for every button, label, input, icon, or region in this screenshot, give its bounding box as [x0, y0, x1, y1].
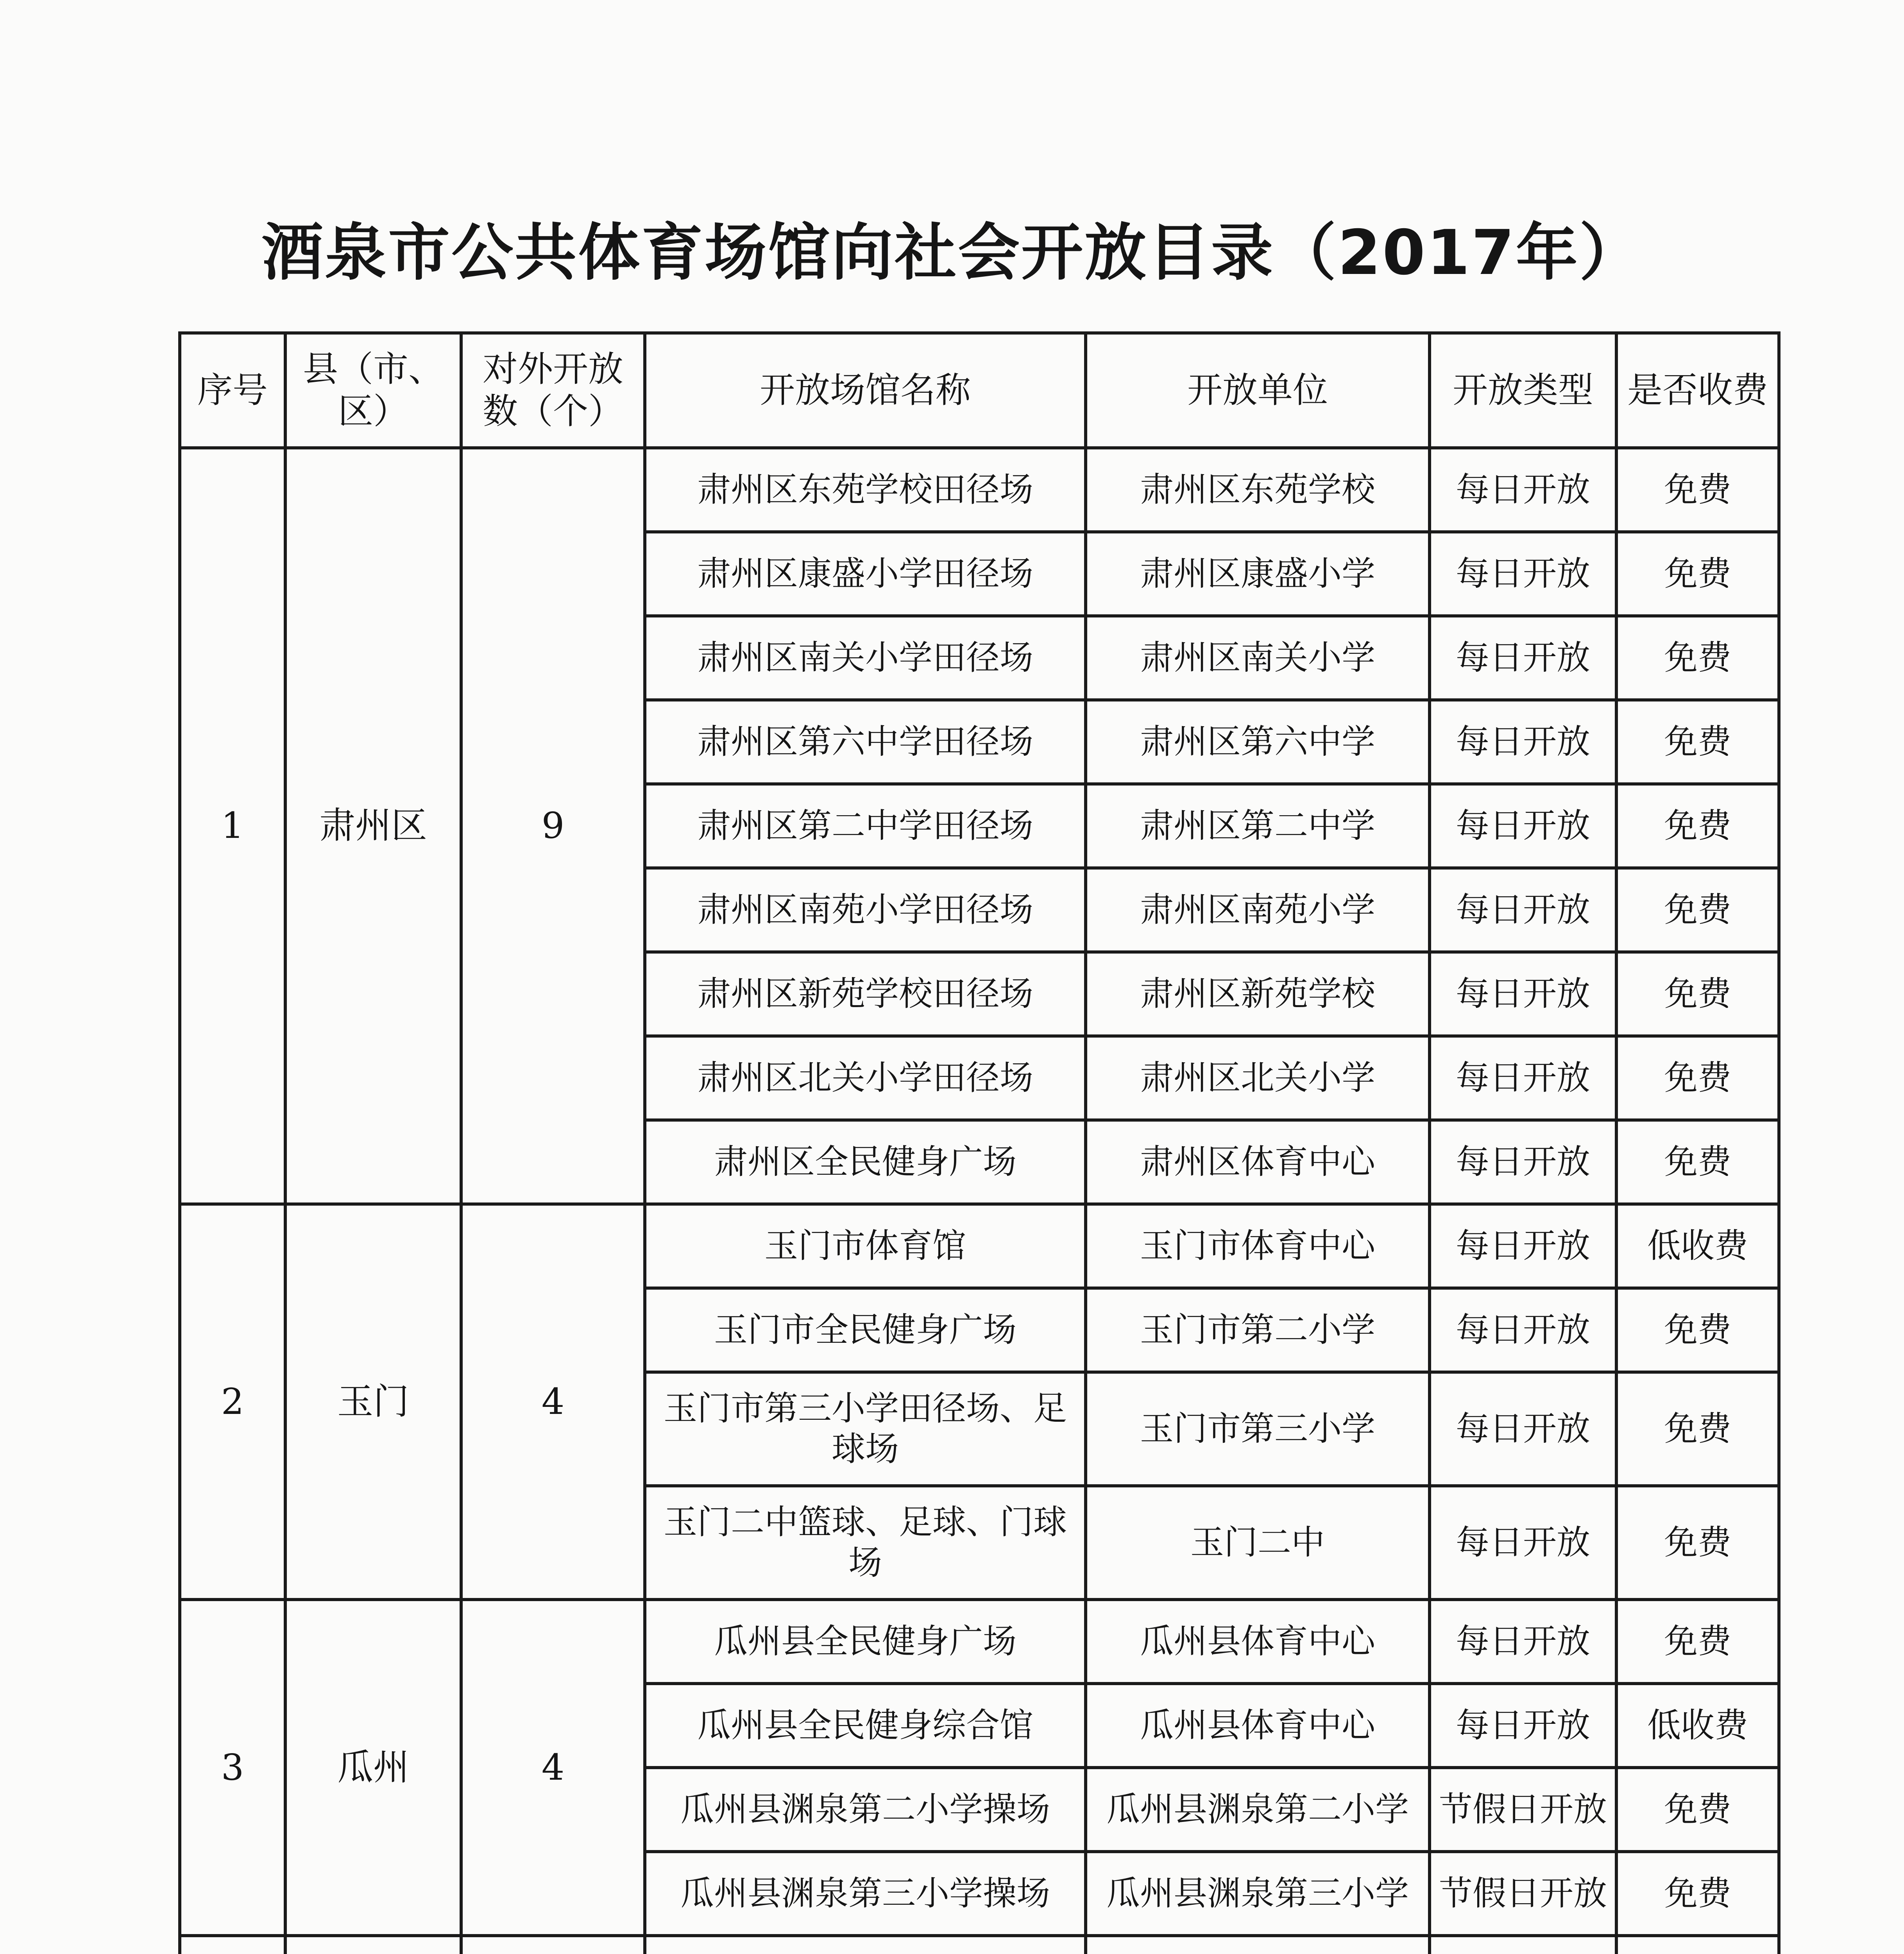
- open-type: 每日开放: [1430, 952, 1616, 1036]
- open-unit: [1086, 1936, 1430, 1954]
- open-type: 每日开放: [1430, 1684, 1616, 1768]
- venue-name: 瓜州县全民健身综合馆: [645, 1684, 1086, 1768]
- open-unit: 玉门市体育中心: [1086, 1204, 1430, 1288]
- open-type: 节假日开放: [1430, 1768, 1616, 1852]
- venue-name: 瓜州县渊泉第三小学操场: [645, 1852, 1086, 1936]
- fee-status: 免费: [1616, 952, 1779, 1036]
- header-county: 县（市、区）: [285, 333, 461, 448]
- venue-name: 肃州区南苑小学田径场: [645, 868, 1086, 952]
- fee-status: 免费: [1616, 1036, 1779, 1120]
- page-title: 酒泉市公共体育场馆向社会开放目录（2017年）: [261, 217, 1643, 289]
- fee-status: 免费: [1616, 1852, 1779, 1936]
- open-type: 每日开放: [1430, 868, 1616, 952]
- venue-name: 肃州区南关小学田径场: [645, 616, 1086, 700]
- row-seq: [180, 1936, 285, 1954]
- open-unit: 肃州区南关小学: [1086, 616, 1430, 700]
- header-row: [180, 333, 1779, 448]
- open-unit: 肃州区第六中学: [1086, 700, 1430, 784]
- open-unit: 肃州区体育中心: [1086, 1120, 1430, 1204]
- fee-status: 免费: [1616, 1768, 1779, 1852]
- header-fee: 是否收费: [1616, 333, 1779, 448]
- fee-status: 低收费: [1616, 1204, 1779, 1288]
- fee-status: 免费: [1616, 700, 1779, 784]
- venue-name: 玉门市全民健身广场: [645, 1288, 1086, 1372]
- table-body: [180, 448, 1779, 1954]
- venue-name: 肃州区北关小学田径场: [645, 1036, 1086, 1120]
- open-unit: 瓜州县体育中心: [1086, 1600, 1430, 1684]
- fee-status: 免费: [1616, 784, 1779, 868]
- open-unit: 瓜州县渊泉第二小学: [1086, 1768, 1430, 1852]
- row-count: [461, 1936, 645, 1954]
- open-unit: 瓜州县体育中心: [1086, 1684, 1430, 1768]
- row-count: 4: [461, 1600, 645, 1936]
- venue-name: 肃州区康盛小学田径场: [645, 532, 1086, 616]
- row-seq: 3: [180, 1600, 285, 1936]
- open-type: 每日开放: [1430, 532, 1616, 616]
- open-unit: 肃州区新苑学校: [1086, 952, 1430, 1036]
- open-type: 每日开放: [1430, 1288, 1616, 1372]
- open-unit: 瓜州县渊泉第三小学: [1086, 1852, 1430, 1936]
- open-type: 每日开放: [1430, 1204, 1616, 1288]
- table-row: [180, 1600, 1779, 1684]
- venue-directory-table: [178, 331, 1781, 1954]
- table-row: [180, 448, 1779, 532]
- fee-status: 低收费: [1616, 1684, 1779, 1768]
- open-type: 每日开放: [1430, 1486, 1616, 1600]
- open-type: 每日开放: [1430, 700, 1616, 784]
- venue-name: 瓜州县渊泉第二小学操场: [645, 1768, 1086, 1852]
- open-type: 每日开放: [1430, 1120, 1616, 1204]
- open-unit: 肃州区第二中学: [1086, 784, 1430, 868]
- open-type: 每日开放: [1430, 448, 1616, 532]
- open-unit: 肃州区南苑小学: [1086, 868, 1430, 952]
- fee-status: 免费: [1616, 868, 1779, 952]
- venue-name: 玉门二中篮球、足球、门球场: [645, 1486, 1086, 1600]
- fee-status: 免费: [1616, 616, 1779, 700]
- venue-name: 肃州区全民健身广场: [645, 1120, 1086, 1204]
- row-county: [285, 1936, 461, 1954]
- row-seq: 2: [180, 1204, 285, 1600]
- row-count: 9: [461, 448, 645, 1204]
- open-unit: 玉门市第三小学: [1086, 1372, 1430, 1486]
- fee-status: 免费: [1616, 1600, 1779, 1684]
- header-type: 开放类型: [1430, 333, 1616, 448]
- open-type: [1430, 1936, 1616, 1954]
- header-venue: 开放场馆名称: [645, 333, 1086, 448]
- row-county: 肃州区: [285, 448, 461, 1204]
- open-type: 每日开放: [1430, 1600, 1616, 1684]
- fee-status: 免费: [1616, 1120, 1779, 1204]
- fee-status: 免费: [1616, 1372, 1779, 1486]
- open-unit: 玉门市第二小学: [1086, 1288, 1430, 1372]
- open-type: 节假日开放: [1430, 1852, 1616, 1936]
- fee-status: 免费: [1616, 1288, 1779, 1372]
- header-count: 对外开放数（个）: [461, 333, 645, 448]
- open-type: 每日开放: [1430, 1372, 1616, 1486]
- table-row: [180, 1936, 1779, 1954]
- open-unit: 肃州区东苑学校: [1086, 448, 1430, 532]
- venue-name: 玉门市体育馆: [645, 1204, 1086, 1288]
- venue-name: 肃州区东苑学校田径场: [645, 448, 1086, 532]
- table-row: [180, 1204, 1779, 1288]
- venue-name: 玉门市第三小学田径场、足球场: [645, 1372, 1086, 1486]
- venue-name: 瓜州县全民健身广场: [645, 1600, 1086, 1684]
- venue-name: 肃州区新苑学校田径场: [645, 952, 1086, 1036]
- fee-status: 免费: [1616, 532, 1779, 616]
- fee-status: 免费: [1616, 448, 1779, 532]
- row-county: 瓜州: [285, 1600, 461, 1936]
- open-unit: 玉门二中: [1086, 1486, 1430, 1600]
- open-type: 每日开放: [1430, 616, 1616, 700]
- open-unit: 肃州区康盛小学: [1086, 532, 1430, 616]
- open-type: 每日开放: [1430, 784, 1616, 868]
- open-type: 每日开放: [1430, 1036, 1616, 1120]
- header-seq: 序号: [180, 333, 285, 448]
- fee-status: [1616, 1936, 1779, 1954]
- venue-name: 肃州区第六中学田径场: [645, 700, 1086, 784]
- fee-status: 免费: [1616, 1486, 1779, 1600]
- row-county: 玉门: [285, 1204, 461, 1600]
- venue-name: [645, 1936, 1086, 1954]
- row-seq: 1: [180, 448, 285, 1204]
- venue-name: 肃州区第二中学田径场: [645, 784, 1086, 868]
- row-count: 4: [461, 1204, 645, 1600]
- open-unit: 肃州区北关小学: [1086, 1036, 1430, 1120]
- header-unit: 开放单位: [1086, 333, 1430, 448]
